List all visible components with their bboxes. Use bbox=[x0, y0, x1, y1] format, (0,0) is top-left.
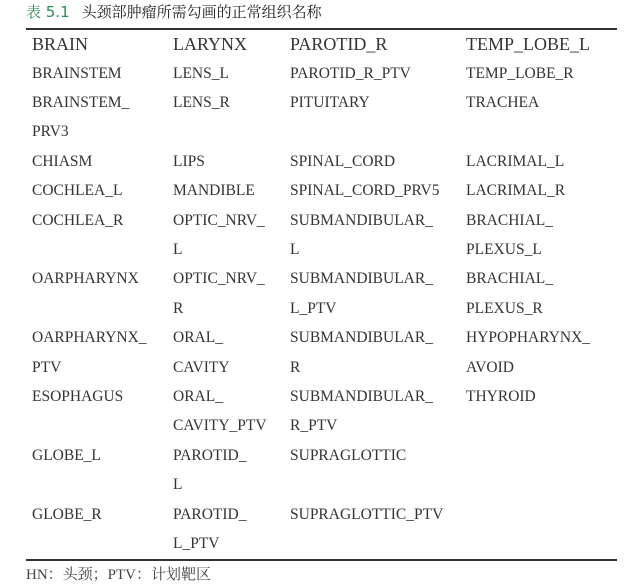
table-row bbox=[26, 353, 617, 382]
table-cell: L_PTV bbox=[173, 534, 220, 552]
table-cell: OARPHARYNX bbox=[32, 270, 139, 288]
table-row bbox=[26, 529, 617, 558]
table-cell: SUBMANDIBULAR_ bbox=[290, 211, 433, 229]
table-cell: SPINAL_CORD bbox=[290, 152, 396, 170]
table-cell: BRACHIAL_ bbox=[466, 211, 553, 229]
header-cell: LARYNX bbox=[173, 34, 248, 54]
table-row bbox=[26, 441, 617, 470]
table-cell: PTV bbox=[32, 358, 62, 376]
table-cell: PAROTID_ bbox=[173, 505, 247, 523]
table-number: 表 5.1 bbox=[26, 3, 70, 21]
table-cell: SUBMANDIBULAR_ bbox=[290, 329, 433, 347]
table-row bbox=[26, 235, 617, 264]
table-cell: MANDIBLE bbox=[173, 182, 255, 200]
table-cell: SUBMANDIBULAR_ bbox=[290, 387, 433, 405]
table-cell: PAROTID_ bbox=[173, 446, 247, 464]
table-cell: L_PTV bbox=[290, 299, 337, 317]
table-row bbox=[26, 59, 617, 88]
table-cell: BRACHIAL_ bbox=[466, 270, 553, 288]
table-cell: CAVITY_PTV bbox=[173, 417, 267, 435]
table-row bbox=[26, 147, 617, 176]
table-row bbox=[26, 118, 617, 147]
table-cell: HYPOPHARYNX_ bbox=[466, 329, 591, 347]
table-cell: COCHLEA_L bbox=[32, 182, 123, 200]
table-cell: R_PTV bbox=[290, 417, 338, 435]
table-row bbox=[26, 324, 617, 353]
table-cell: ESOPHAGUS bbox=[32, 387, 124, 405]
table-row bbox=[26, 412, 617, 441]
header-cell: BRAIN bbox=[32, 34, 89, 54]
table-title: 头颈部肿瘤所需勾画的正常组织名称 bbox=[81, 3, 322, 21]
table-footnote: HN：头颈；PTV：计划靶区 bbox=[26, 567, 212, 583]
table-cell: LACRIMAL_L bbox=[466, 152, 565, 170]
table-row bbox=[26, 500, 617, 529]
table-header-row bbox=[26, 30, 617, 59]
table-cell: TEMP_LOBE_R bbox=[466, 64, 574, 82]
table-cell: PLEXUS_R bbox=[466, 299, 543, 317]
table-cell: LIPS bbox=[173, 152, 205, 170]
table-cell: R bbox=[173, 299, 184, 317]
table-cell: CHIASM bbox=[32, 152, 93, 170]
table-cell: GLOBE_L bbox=[32, 446, 101, 464]
bottom-rule bbox=[26, 559, 617, 561]
table-cell: TRACHEA bbox=[466, 94, 540, 112]
table-cell: PAROTID_R_PTV bbox=[290, 64, 411, 82]
table-cell: ORAL_ bbox=[173, 387, 223, 405]
table-cell: LENS_L bbox=[173, 64, 229, 82]
table-row bbox=[26, 294, 617, 323]
table-cell: AVOID bbox=[466, 358, 514, 376]
table-cell: OPTIC_NRV_ bbox=[173, 270, 265, 288]
table-cell: SUPRAGLOTTIC bbox=[290, 446, 407, 464]
table-cell: OPTIC_NRV_ bbox=[173, 211, 265, 229]
table-row bbox=[26, 265, 617, 294]
table-row bbox=[26, 470, 617, 499]
table-row bbox=[26, 177, 617, 206]
table-cell: THYROID bbox=[466, 387, 536, 405]
table-cell: OARPHARYNX_ bbox=[32, 329, 147, 347]
table-cell: BRAINSTEM bbox=[32, 64, 122, 82]
table-cell: ORAL_ bbox=[173, 329, 223, 347]
table-row bbox=[26, 382, 617, 411]
table-caption bbox=[26, 2, 322, 22]
table-cell: R bbox=[290, 358, 301, 376]
table-cell: CAVITY bbox=[173, 358, 230, 376]
header-cell: PAROTID_R bbox=[290, 34, 388, 54]
table-cell: LACRIMAL_R bbox=[466, 182, 566, 200]
table-cell: L bbox=[173, 476, 183, 494]
table-cell: BRAINSTEM_ bbox=[32, 94, 130, 112]
table-body bbox=[26, 59, 617, 559]
table-cell: COCHLEA_R bbox=[32, 211, 124, 229]
table-cell: SPINAL_CORD_PRV5 bbox=[290, 182, 440, 200]
table-cell: SUPRAGLOTTIC_PTV bbox=[290, 505, 444, 523]
table-cell: PITUITARY bbox=[290, 94, 370, 112]
table-row bbox=[26, 206, 617, 235]
table-cell: PRV3 bbox=[32, 123, 69, 141]
table-cell: PLEXUS_L bbox=[466, 241, 542, 259]
header-cell: TEMP_LOBE_L bbox=[466, 34, 590, 54]
table-cell: L bbox=[173, 241, 183, 259]
table-cell: LENS_R bbox=[173, 94, 230, 112]
table-row bbox=[26, 88, 617, 117]
table-cell: GLOBE_R bbox=[32, 505, 102, 523]
organ-names-table bbox=[26, 30, 617, 559]
table-cell: L bbox=[290, 241, 300, 259]
table-cell: SUBMANDIBULAR_ bbox=[290, 270, 433, 288]
